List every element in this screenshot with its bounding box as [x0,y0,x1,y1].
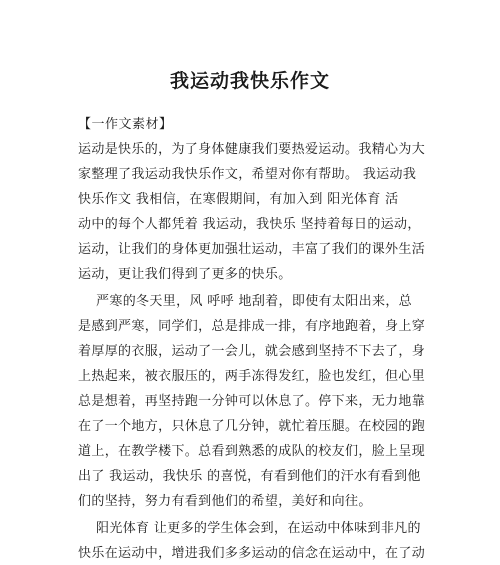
paragraph-line: 们的坚持，努力有看到他们的希望，美好和向往。 [78,494,372,509]
paragraph-line: 快乐在运动中，增进我们多多运动的信念在运动中，在了动 [78,546,426,561]
paragraph-line: 动中的每个人都凭着 我运动，我快乐 坚持着每日的运动， [78,217,421,232]
paragraph-line: 运动是快乐的，为了身体健康我们要热爱运动。我精心为大 [78,142,426,157]
paragraph-line: 是感到严寒，同学们，总是排成一排，有序地跑着，身上穿 [78,319,426,334]
paragraph-line: 快乐作文 我相信，在寒假期间，有加入到 阳光体育 活 [78,192,399,207]
paragraph-line: 着厚厚的衣服，运动了一会儿，就会感到坚持不下去了，身 [78,344,426,359]
document-title: 我运动我快乐作文 [169,70,330,92]
paragraph-line: 阳光体育 让更多的学生体会到，在运动中体味到非凡的 [96,521,421,536]
paragraph-line: 运动，更让我们得到了更多的快乐。 [78,267,292,282]
paragraph-line: 出了 我运动，我快乐 的喜悦，有看到他们的汗水有看到他 [78,469,421,484]
paragraph-line: 总是想着，再坚持跑一分钟可以休息了。停下来，无力地靠 [78,394,426,409]
section-tag: 【一作文素材】 [78,117,173,132]
paragraph-line: 运动，让我们的身体更加强壮运动，丰富了我们的课外生活 [78,242,426,257]
paragraph-line: 道上，在教学楼下。总看到熟悉的成队的校友们，脸上呈现 [78,444,426,459]
paragraph-line: 在了一个地方，只休息了几分钟，就忙着压腿。在校园的跑 [78,419,426,434]
paragraph-line: 上热起来，被衣服压的，两手冻得发红，脸也发红，但心里 [78,369,426,384]
paragraph-line: 严寒的冬天里，风 呼呼 地刮着，即使有太阳出来，总 [96,294,413,309]
paragraph-line: 家整理了我运动我快乐作文，希望对你有帮助。 我运动我 [78,167,417,182]
